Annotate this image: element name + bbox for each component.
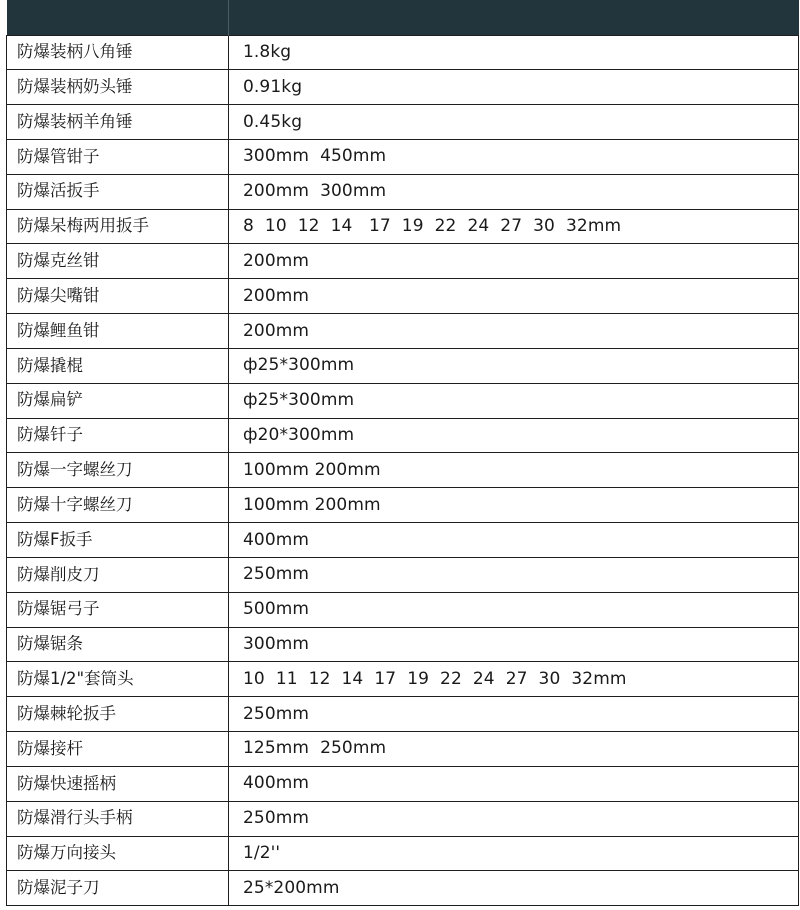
tool-spec: 250mm [229,557,799,592]
tool-spec: 1/2'' [229,836,799,871]
table-row [7,453,799,488]
table-row [7,662,799,697]
header-cell-spec [229,0,799,35]
table-row [7,488,799,523]
tool-name: 防爆接杆 [7,732,229,767]
tool-spec-table [6,0,799,906]
tool-name: 防爆棘轮扳手 [7,697,229,732]
tool-name: 防爆锯条 [7,627,229,662]
tool-spec: 400mm [229,766,799,801]
tool-name: 防爆活扳手 [7,174,229,209]
tool-name: 防爆滑行头手柄 [7,801,229,836]
tool-spec: 25*200mm [229,871,799,906]
table-row [7,697,799,732]
table-row [7,383,799,418]
tool-name: 防爆尖嘴钳 [7,279,229,314]
tool-name: 防爆撬棍 [7,348,229,383]
table-row [7,836,799,871]
table-row [7,70,799,105]
tool-name: 防爆装柄奶头锤 [7,70,229,105]
table-row [7,592,799,627]
tool-name: 防爆1/2"套筒头 [7,662,229,697]
tool-spec: ф25*300mm [229,348,799,383]
table-row [7,209,799,244]
tool-spec: 100mm 200mm [229,453,799,488]
tool-spec: 300mm 450mm [229,139,799,174]
tool-name: 防爆钎子 [7,418,229,453]
table-row [7,139,799,174]
tool-spec: 500mm [229,592,799,627]
tool-name: 防爆管钳子 [7,139,229,174]
tool-spec: 200mm 300mm [229,174,799,209]
tool-spec: ф20*300mm [229,418,799,453]
tool-name: 防爆泥子刀 [7,871,229,906]
header-cell-name [7,0,229,35]
table-row [7,105,799,140]
table-row [7,35,799,70]
tool-spec: 200mm [229,244,799,279]
tool-name: 防爆万向接头 [7,836,229,871]
tool-name: 防爆装柄羊角锤 [7,105,229,140]
tool-spec: 0.45kg [229,105,799,140]
tool-name: 防爆扁铲 [7,383,229,418]
tool-name: 防爆一字螺丝刀 [7,453,229,488]
table-row [7,314,799,349]
tool-spec: 1.8kg [229,35,799,70]
table-row [7,174,799,209]
tool-name: 防爆锯弓子 [7,592,229,627]
tool-spec: 0.91kg [229,70,799,105]
tool-spec: 200mm [229,279,799,314]
tool-spec: 200mm [229,314,799,349]
tool-spec: 10 11 12 14 17 19 22 24 27 30 32mm [229,662,799,697]
table-row [7,732,799,767]
tool-name: 防爆克丝钳 [7,244,229,279]
tool-name: 防爆装柄八角锤 [7,35,229,70]
table-row [7,279,799,314]
table-row [7,766,799,801]
tool-name: 防爆鲤鱼钳 [7,314,229,349]
table-row [7,557,799,592]
tool-spec: 250mm [229,801,799,836]
tool-spec: 100mm 200mm [229,488,799,523]
tool-spec: 250mm [229,697,799,732]
table-row [7,348,799,383]
tool-name: 防爆十字螺丝刀 [7,488,229,523]
table-row [7,627,799,662]
tool-name: 防爆F扳手 [7,523,229,558]
tool-spec: 8 10 12 14 17 19 22 24 27 30 32mm [229,209,799,244]
tool-spec: 300mm [229,627,799,662]
tool-spec: 125mm 250mm [229,732,799,767]
tool-name: 防爆削皮刀 [7,557,229,592]
table-row [7,523,799,558]
table-body [7,35,799,906]
table-row [7,871,799,906]
table-row [7,801,799,836]
table-row [7,244,799,279]
tool-spec: 400mm [229,523,799,558]
table-row [7,418,799,453]
tool-name: 防爆快速摇柄 [7,766,229,801]
table-header-bar [7,0,799,35]
tool-spec: ф25*300mm [229,383,799,418]
tool-name: 防爆呆梅两用扳手 [7,209,229,244]
